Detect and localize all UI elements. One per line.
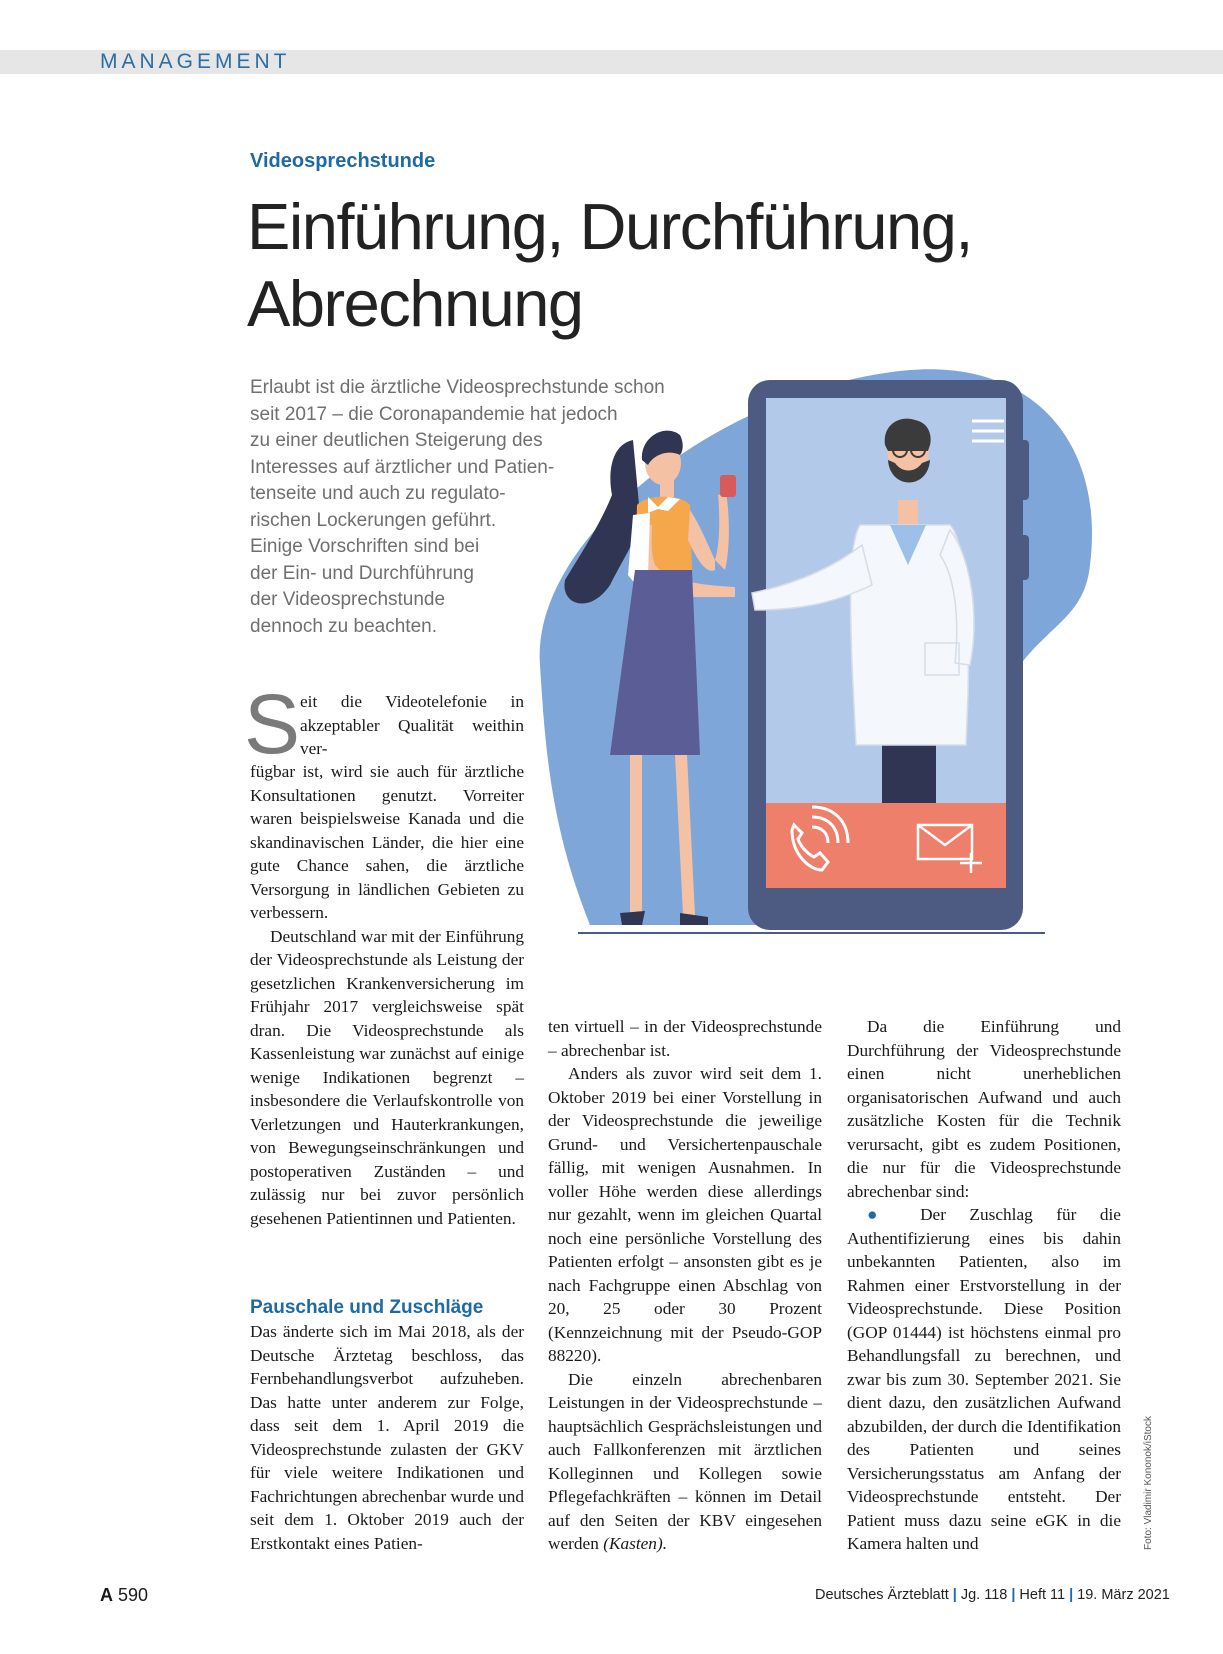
body-paragraph: eit die Videotelefonie in akzeptabler Qualität weithin ver- bbox=[300, 692, 524, 758]
separator-icon: | bbox=[952, 1587, 957, 1603]
lead-line: der Ein- und Durchführung bbox=[250, 562, 474, 584]
title-line-2: Abrechnung bbox=[247, 267, 583, 340]
medicine-bottle-icon bbox=[720, 475, 736, 497]
subheading: Pauschale und Zuschläge bbox=[250, 1297, 484, 1318]
phone-side-button bbox=[1018, 440, 1029, 500]
body-column-1 bbox=[250, 760, 524, 1230]
lead-line: rischen Lockerungen geführt. bbox=[250, 509, 497, 531]
photo-credit: Foto: Vladimir Kononok/iStock bbox=[1143, 1416, 1154, 1550]
article-title bbox=[247, 188, 1007, 342]
separator-icon: | bbox=[1069, 1587, 1074, 1603]
body-column-2 bbox=[548, 1015, 822, 1556]
body-column-1-intro bbox=[300, 690, 524, 761]
paragraph-text: Der Zuschlag für die Authentifizierung eines bis dahin unbekannten Patienten, also im Rahmen einer Erstvorstellung in der Videosprechstunde. Diese Position (GOP 01444) ist höchstens einmal pro Behandlungsfall zu berechnen, und zwar bis zum 30. September 2021. Sie dient dazu, den zusätzlichen Aufwand abzubilden, der durch die Identifikation des Patienten und seines Versicherungsstatus am Anfang der Videosprechstunde entsteht. Der Patient muss dazu seine eGK in die Kamera halten und bbox=[847, 1205, 1122, 1553]
body-column-1-continued bbox=[250, 1320, 524, 1555]
body-paragraph: Deutschland war mit der Einführung der Videosprechstunde als Leistung der gesetzlichen Krankenversicherung im Frühjahr 2017 vergleichsweise spät dran. Die Videosprechstunde als Kassenleistung war zunächst auf einige wenige Indikationen begrenzt – insbesondere die Verlaufskontrolle von Verletzungen und Hauterkrankungen, von Bewegungseinschränkungen und postoperativen Zuständen – und zulässig nur bei zuvor persönlich gesehenen Patientinnen und Patienten. bbox=[250, 926, 524, 1228]
page-prefix: A bbox=[100, 1585, 113, 1605]
body-paragraph bbox=[548, 1368, 822, 1556]
bullet-paragraph bbox=[847, 1203, 1121, 1556]
journal-name: Deutsches Ärzteblatt bbox=[815, 1587, 949, 1603]
body-paragraph: fügbar ist, wird sie auch für ärztliche Konsultationen genutzt. Vorreiter waren beispielsweise Kanada und die skandinavischen Länder, die hier eine gute Chance sahen, die ärztliche Versorgung in ländlichen Gebieten zu verbessern. bbox=[250, 762, 524, 922]
lead-line: zu einer deutlichen Steigerung des bbox=[250, 430, 543, 451]
body-paragraph: Anders als zuvor wird seit dem 1. Oktober 2019 bei einer Vorstellung in der Videosprechstunde die jeweilige Grund- und Versichertenpauschale fällig, mit wenigen Ausnahmen. In voller Höhe werden diese allerdings nur gezahlt, wenn im gleichen Quartal noch eine persönliche Vorstellung des Patienten erfolgt – ansonsten gibt es je nach Fachgruppe einen Abschlag von 20, 25 oder 30 Prozent (Kennzeichnung mit der Pseudo-GOP 88220). bbox=[548, 1064, 822, 1365]
phone-side-button bbox=[1018, 535, 1029, 580]
lead-line: tenseite und auch zu regulato- bbox=[250, 483, 506, 504]
box-reference: (Kasten). bbox=[603, 1534, 668, 1553]
body-column-3 bbox=[847, 1015, 1121, 1556]
issue-date: 19. März 2021 bbox=[1077, 1587, 1170, 1603]
page-number-value: 590 bbox=[118, 1585, 149, 1605]
video-consultation-illustration bbox=[530, 365, 1100, 975]
article-kicker: Videosprechstunde bbox=[250, 150, 436, 172]
lead-line: Erlaubt ist die ärztliche Videosprechstunde schon bbox=[250, 377, 665, 398]
lead-line: Einige Vorschriften sind bei bbox=[250, 536, 480, 557]
drop-cap: S bbox=[244, 677, 301, 771]
lead-line: Interesses auf ärztlicher und Patien- bbox=[250, 456, 555, 478]
volume: Jg. 118 bbox=[960, 1587, 1008, 1603]
separator-icon: | bbox=[1011, 1587, 1016, 1603]
body-paragraph: ten virtuell – in der Videosprechstunde – abrechenbar ist. bbox=[548, 1017, 822, 1060]
section-label: MANAGEMENT bbox=[100, 50, 291, 73]
paragraph-text: Die einzeln abrechenbaren Leistungen in der Videosprechstunde – hauptsächlich Gesprächsleistungen und auch Fallkonferenzen mit ärztlichen Kolleginnen und Kollegen sowie Pflegefachkräften – können im Detail auf den Seiten der KBV eingesehen werden bbox=[548, 1369, 822, 1553]
title-line-1: Einführung, Durchführung, bbox=[247, 190, 972, 263]
footer-citation bbox=[815, 1587, 1170, 1603]
lead-line: dennoch zu beachten. bbox=[250, 615, 437, 637]
lead-line: der Videosprechstunde bbox=[250, 589, 446, 610]
page-number bbox=[100, 1585, 148, 1606]
body-paragraph: Das änderte sich im Mai 2018, als der Deutsche Ärztetag beschloss, das Fernbehandlungsverbot aufzuheben. Das hatte unter anderem zur Folge, dass seit dem 1. April 2019 die Videosprechstunde zulasten der GKV für viele weitere Indikationen und Fachrichtungen abrechenbar wurde und seit dem 1. Oktober 2019 auch der Erstkontakt eines Patien- bbox=[250, 1322, 524, 1553]
bullet-icon: ● bbox=[867, 1205, 897, 1224]
issue: Heft 11 bbox=[1019, 1587, 1066, 1603]
lead-line: seit 2017 – die Coronapandemie hat jedoch bbox=[250, 403, 618, 425]
body-paragraph: Da die Einführung und Durchführung der Videosprechstunde einen nicht unerheblichen organisatorischen Aufwand und auch zusätzliche Kosten für die Technik verursacht, gibt es zudem Positionen, die nur für die Videosprechstunde abrechenbar sind: bbox=[847, 1017, 1121, 1201]
